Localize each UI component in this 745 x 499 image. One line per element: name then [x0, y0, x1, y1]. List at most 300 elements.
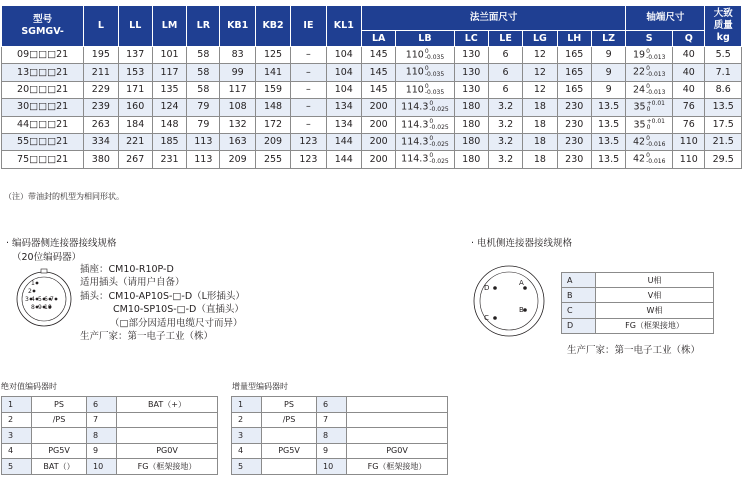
dimension-table: [1, 5, 742, 169]
header-col-lh: LH: [557, 31, 591, 47]
dimension-row: [2, 47, 742, 64]
dimension-row: [2, 133, 742, 150]
cell-lr: 79: [187, 116, 220, 133]
cell-mass: 17.5: [705, 116, 742, 133]
pin-row: [232, 412, 448, 428]
cell-la: 145: [361, 81, 395, 98]
cell-le: 3.2: [488, 151, 522, 168]
cell-kl1: 104: [326, 47, 361, 64]
tolerance: [646, 49, 665, 61]
pin-number: 6: [87, 397, 117, 413]
pin-signal: /PS: [262, 412, 317, 428]
oil-seal-note: （注）带油封的机型为相同形状。: [4, 192, 124, 201]
tolerance-lower: -0.025: [429, 140, 449, 148]
pin-signal: [262, 459, 317, 475]
pin-signal: PG0V: [117, 443, 218, 459]
cell-kb2: 148: [255, 99, 290, 116]
cell-model: 30□□□21: [2, 99, 84, 116]
pin-number: 4: [232, 443, 262, 459]
cell-lr: 58: [187, 81, 220, 98]
motor-pin-label: B: [519, 306, 524, 314]
cell-lb: [396, 47, 454, 64]
encoder-info: [80, 263, 245, 343]
encoder-connector-key: [41, 269, 47, 273]
header-model-line2: SGMGV-: [21, 26, 64, 37]
tolerance: [429, 153, 448, 165]
cell-model: 55□□□21: [2, 133, 84, 150]
dimension-row: [2, 64, 742, 81]
tolerance-upper: 0: [424, 47, 429, 55]
cell-la: 145: [361, 47, 395, 64]
pin-row: [2, 397, 218, 413]
tolerance: [429, 101, 448, 113]
cell-lb-nominal: 114.3: [401, 119, 429, 130]
pin-signal: [347, 397, 448, 413]
cell-lz: 13.5: [591, 116, 625, 133]
cell-lh: 230: [557, 133, 591, 150]
cell-le: 6: [488, 81, 522, 98]
cell-lc: 180: [454, 151, 488, 168]
cell-lb: [396, 116, 454, 133]
encoder-connector-diagram: [14, 266, 74, 332]
cell-kb1: 132: [220, 116, 255, 133]
cell-lg: 18: [523, 151, 557, 168]
motor-pin-id: A: [562, 273, 596, 288]
cell-s: [626, 64, 673, 81]
cell-lb-nominal: 110: [405, 66, 424, 78]
encoder-pin-group: [25, 280, 57, 311]
pin-signal: [32, 428, 87, 444]
cell-lz: 13.5: [591, 99, 625, 116]
tolerance-lower: 0: [646, 123, 651, 131]
inc-encoder-pin-table: [231, 396, 448, 475]
cell-mass: 13.5: [705, 99, 742, 116]
cell-lb-nominal: 114.3: [401, 153, 429, 165]
motor-pin-table: [561, 272, 714, 334]
cell-s: [626, 133, 673, 150]
motor-pin-signal: V相: [596, 288, 714, 303]
encoder-pin-label: 7: [50, 296, 54, 303]
cell-l: 239: [84, 99, 118, 116]
cell-ll: 184: [118, 116, 152, 133]
tolerance: [425, 84, 444, 96]
tolerance: [646, 66, 665, 78]
cell-ll: 160: [118, 99, 152, 116]
pin-signal: PS: [32, 397, 87, 413]
pin-row: [232, 443, 448, 459]
cell-lz: 9: [591, 47, 625, 64]
encoder-plug-straight: CM10-SP10S-□-D（直插头）: [113, 304, 244, 316]
encoder-plug-note: （□部分因适用电缆尺寸而异）: [110, 317, 243, 329]
tolerance-lower: -0.035: [424, 53, 445, 61]
cell-s-nominal: 35: [633, 101, 646, 113]
cell-lh: 165: [557, 64, 591, 81]
header-col-le: LE: [488, 31, 522, 47]
cell-mass: 5.5: [705, 47, 742, 64]
cell-lr: 113: [187, 133, 220, 150]
header-col-l: L: [84, 6, 118, 47]
motor-pin-signal: U相: [596, 273, 714, 288]
cell-kb1: 108: [220, 99, 255, 116]
cell-kb1: 83: [220, 47, 255, 64]
header-col-lr: LR: [187, 6, 220, 47]
cell-lg: 18: [523, 99, 557, 116]
pin-row: [232, 428, 448, 444]
cell-la: 200: [361, 116, 395, 133]
cell-lb-nominal: 110: [405, 49, 424, 61]
tolerance-upper: 0: [429, 152, 434, 160]
encoder-plug-l: 插头：CM10-AP10S-□-D（L形插头）: [80, 290, 245, 302]
header-col-lc: LC: [454, 31, 488, 47]
cell-la: 145: [361, 64, 395, 81]
header-col-s: S: [626, 31, 673, 47]
cell-kl1: 134: [326, 116, 361, 133]
pin-number: 7: [317, 412, 347, 428]
cell-lr: 113: [187, 151, 220, 168]
cell-lg: 18: [523, 133, 557, 150]
cell-s: [626, 47, 673, 64]
header-shaft-group: 轴端尺寸: [626, 6, 705, 31]
cell-ll: 267: [118, 151, 152, 168]
pin-row: [2, 459, 218, 475]
motor-pin-row: [562, 288, 714, 303]
motor-pin-signal: W相: [596, 303, 714, 318]
cell-lz: 9: [591, 81, 625, 98]
cell-q: 40: [673, 81, 705, 98]
cell-kb2: 172: [255, 116, 290, 133]
motor-pin-group: [484, 279, 527, 322]
cell-q: 40: [673, 47, 705, 64]
cell-ie: –: [291, 81, 326, 98]
cell-lg: 18: [523, 116, 557, 133]
tolerance-lower: -0.025: [429, 123, 449, 131]
motor-maker: 生产厂家：第一电子工业（株）: [567, 345, 701, 356]
cell-s: [626, 81, 673, 98]
cell-la: 200: [361, 133, 395, 150]
pin-number: 3: [2, 428, 32, 444]
encoder-pin-label: 10: [44, 304, 52, 311]
cell-lm: 148: [152, 116, 186, 133]
cell-kl1: 104: [326, 64, 361, 81]
pin-row: [232, 397, 448, 413]
pin-signal: PG5V: [262, 443, 317, 459]
cell-lh: 230: [557, 116, 591, 133]
pin-signal: /PS: [32, 412, 87, 428]
motor-pin-dot: [493, 286, 497, 290]
inc-table-caption: 增量型编码器时: [232, 382, 288, 391]
encoder-maker: 生产厂家：第一电子工业（株）: [80, 331, 214, 343]
cell-l: 334: [84, 133, 118, 150]
header-col-ll: LL: [118, 6, 152, 47]
cell-l: 211: [84, 64, 118, 81]
cell-lh: 230: [557, 99, 591, 116]
pin-signal: [347, 412, 448, 428]
tolerance-lower: -0.035: [424, 88, 445, 96]
cell-lm: 124: [152, 99, 186, 116]
header-col-kb1: KB1: [220, 6, 255, 47]
cell-ie: –: [291, 116, 326, 133]
cell-ie: 123: [291, 133, 326, 150]
tolerance: [425, 66, 444, 78]
cell-l: 263: [84, 116, 118, 133]
cell-lz: 13.5: [591, 133, 625, 150]
cell-lb: [396, 99, 454, 116]
encoder-pin-label: 9: [38, 304, 42, 311]
tolerance-upper: +0.01: [646, 117, 665, 125]
dimension-table-body: [2, 47, 742, 169]
tolerance: [647, 101, 665, 113]
pin-number: 2: [2, 412, 32, 428]
cell-lc: 130: [454, 64, 488, 81]
header-col-lm: LM: [152, 6, 186, 47]
pin-row: [232, 459, 448, 475]
tolerance-upper: 0: [429, 100, 434, 108]
pin-number: 9: [317, 443, 347, 459]
cell-mass: 29.5: [705, 151, 742, 168]
tolerance: [647, 119, 665, 131]
cell-lz: 9: [591, 64, 625, 81]
dimension-row: [2, 116, 742, 133]
cell-l: 380: [84, 151, 118, 168]
encoder-pin-label: 5: [38, 296, 42, 303]
cell-s: [626, 99, 673, 116]
header-col-la: LA: [361, 31, 395, 47]
header-col-ie: IE: [291, 6, 326, 47]
cell-lg: 12: [523, 81, 557, 98]
cell-kb2: 209: [255, 133, 290, 150]
cell-q: 110: [673, 133, 705, 150]
dimension-row: [2, 99, 742, 116]
cell-kb2: 125: [255, 47, 290, 64]
tolerance-lower: -0.025: [429, 158, 449, 166]
motor-pin-label: C: [484, 314, 489, 322]
pin-number: 3: [232, 428, 262, 444]
cell-kb2: 159: [255, 81, 290, 98]
tolerance-upper: 0: [646, 134, 650, 142]
motor-connector-diagram: [470, 262, 548, 340]
cell-kl1: 104: [326, 81, 361, 98]
pin-row: [2, 428, 218, 444]
header-mass-line1: 大致: [713, 8, 733, 19]
header-model-line1: 型号: [33, 14, 53, 25]
cell-kl1: 144: [326, 133, 361, 150]
cell-lb: [396, 81, 454, 98]
cell-lb-nominal: 114.3: [401, 101, 429, 113]
cell-model: 44□□□21: [2, 116, 84, 133]
cell-s: [626, 151, 673, 168]
encoder-pin-label: 2: [28, 288, 32, 295]
cell-lc: 180: [454, 99, 488, 116]
tolerance-lower: -0.016: [646, 158, 666, 166]
header-mass: [705, 6, 742, 47]
cell-model: 75□□□21: [2, 151, 84, 168]
motor-connector-outer: [474, 266, 544, 336]
motor-pin-signal: FG（框架接地）: [596, 318, 714, 333]
cell-ie: –: [291, 99, 326, 116]
cell-model: 20□□□21: [2, 81, 84, 98]
encoder-section-title: · 编码器侧连接器接线规格: [6, 238, 117, 249]
cell-lb: [396, 64, 454, 81]
cell-lg: 12: [523, 47, 557, 64]
tolerance-upper: 0: [429, 134, 434, 142]
tolerance-lower: -0.013: [646, 88, 666, 96]
pin-number: 7: [87, 412, 117, 428]
cell-lr: 58: [187, 64, 220, 81]
encoder-pin-label: 1: [31, 280, 35, 287]
cell-lr: 58: [187, 47, 220, 64]
pin-signal: PG5V: [32, 443, 87, 459]
header-mass-line3: kg: [716, 32, 730, 43]
cell-lm: 231: [152, 151, 186, 168]
motor-pin-id: D: [562, 318, 596, 333]
cell-ll: 137: [118, 47, 152, 64]
pin-signal: PS: [262, 397, 317, 413]
header-col-lb: LB: [396, 31, 454, 47]
cell-ie: –: [291, 64, 326, 81]
cell-le: 3.2: [488, 99, 522, 116]
pin-number: 1: [232, 397, 262, 413]
cell-lc: 130: [454, 47, 488, 64]
motor-pin-label: D: [484, 284, 490, 292]
header-col-kb2: KB2: [255, 6, 290, 47]
cell-q: 76: [673, 116, 705, 133]
pin-number: 5: [2, 459, 32, 475]
cell-model: 09□□□21: [2, 47, 84, 64]
tolerance: [646, 84, 665, 96]
tolerance-lower: -0.035: [424, 71, 445, 79]
cell-s-nominal: 42: [632, 136, 646, 148]
cell-kl1: 144: [326, 151, 361, 168]
tolerance-lower: -0.025: [429, 106, 449, 114]
cell-mass: 21.5: [705, 133, 742, 150]
cell-le: 3.2: [488, 116, 522, 133]
cell-s-nominal: 19: [632, 49, 646, 61]
cell-lb-nominal: 110: [405, 84, 424, 96]
pin-number: 8: [317, 428, 347, 444]
cell-model: 13□□□21: [2, 64, 84, 81]
cell-s-nominal: 42: [632, 153, 646, 165]
encoder-pin-dot: [36, 282, 39, 285]
pin-row: [2, 412, 218, 428]
cell-ie: –: [291, 47, 326, 64]
cell-l: 195: [84, 47, 118, 64]
pin-number: 8: [87, 428, 117, 444]
cell-le: 6: [488, 47, 522, 64]
pin-signal: [262, 428, 317, 444]
dimension-row: [2, 81, 742, 98]
dimension-table-head: [2, 6, 742, 47]
pin-signal: PG0V: [347, 443, 448, 459]
pin-signal: [117, 428, 218, 444]
pin-signal: FG（框架接地）: [117, 459, 218, 475]
cell-ie: 123: [291, 151, 326, 168]
cell-s-nominal: 22: [632, 66, 646, 78]
cell-le: 3.2: [488, 133, 522, 150]
pin-row: [2, 443, 218, 459]
cell-lm: 101: [152, 47, 186, 64]
encoder-pin-label: 8: [31, 304, 35, 311]
cell-la: 200: [361, 99, 395, 116]
pin-number: 9: [87, 443, 117, 459]
tolerance: [646, 136, 665, 148]
pin-signal: [347, 428, 448, 444]
pin-signal: FG（框架接地）: [347, 459, 448, 475]
header-col-q: Q: [673, 31, 705, 47]
cell-lm: 117: [152, 64, 186, 81]
cell-le: 6: [488, 64, 522, 81]
abs-table-caption: 绝对值编码器时: [1, 382, 57, 391]
header-model: [2, 6, 84, 47]
pin-number: 10: [317, 459, 347, 475]
tolerance-upper: 0: [429, 117, 434, 125]
tolerance-lower: 0: [646, 106, 651, 114]
motor-pin-id: B: [562, 288, 596, 303]
cell-lg: 12: [523, 64, 557, 81]
cell-lb: [396, 133, 454, 150]
cell-mass: 8.6: [705, 81, 742, 98]
cell-lb-nominal: 114.3: [401, 136, 429, 148]
tolerance-lower: -0.016: [646, 140, 666, 148]
tolerance-upper: 0: [646, 65, 650, 73]
cell-kb2: 255: [255, 151, 290, 168]
encoder-socket: 插座：CM10-R10P-D: [80, 264, 174, 275]
tolerance-lower: -0.013: [646, 53, 666, 61]
abs-encoder-pin-table: [1, 396, 218, 475]
motor-pin-row: [562, 318, 714, 333]
pin-signal: BAT（+）: [117, 397, 218, 413]
cell-ll: 221: [118, 133, 152, 150]
cell-lr: 79: [187, 99, 220, 116]
pin-signal: [117, 412, 218, 428]
cell-lm: 185: [152, 133, 186, 150]
cell-kb1: 163: [220, 133, 255, 150]
tolerance-upper: 0: [424, 65, 429, 73]
tolerance: [646, 153, 665, 165]
encoder-subtitle: （20位编码器）: [12, 252, 82, 263]
header-col-kl1: KL1: [326, 6, 361, 47]
motor-pin-row: [562, 303, 714, 318]
pin-number: 4: [2, 443, 32, 459]
cell-ll: 171: [118, 81, 152, 98]
cell-kl1: 134: [326, 99, 361, 116]
cell-lh: 230: [557, 151, 591, 168]
pin-number: 6: [317, 397, 347, 413]
pin-number: 1: [2, 397, 32, 413]
tolerance-upper: 0: [646, 47, 650, 55]
cell-s-nominal: 35: [633, 119, 646, 130]
cell-kb1: 99: [220, 64, 255, 81]
cell-mass: 7.1: [705, 64, 742, 81]
header-mass-line2: 质量: [713, 20, 733, 31]
cell-q: 40: [673, 64, 705, 81]
cell-lc: 180: [454, 133, 488, 150]
cell-lh: 165: [557, 47, 591, 64]
tolerance-upper: 0: [646, 152, 650, 160]
pin-number: 5: [232, 459, 262, 475]
cell-q: 76: [673, 99, 705, 116]
encoder-pin-label: 4: [31, 296, 35, 303]
cell-s-nominal: 24: [632, 84, 646, 96]
cell-lz: 13.5: [591, 151, 625, 168]
encoder-plug-label: 适用插头（请用户自备）: [80, 277, 185, 289]
motor-pin-dot: [493, 316, 497, 320]
cell-kb1: 209: [220, 151, 255, 168]
cell-lm: 135: [152, 81, 186, 98]
pin-signal: BAT（）: [32, 459, 87, 475]
encoder-pin-label: 6: [44, 296, 48, 303]
cell-s: [626, 116, 673, 133]
cell-lc: 130: [454, 81, 488, 98]
